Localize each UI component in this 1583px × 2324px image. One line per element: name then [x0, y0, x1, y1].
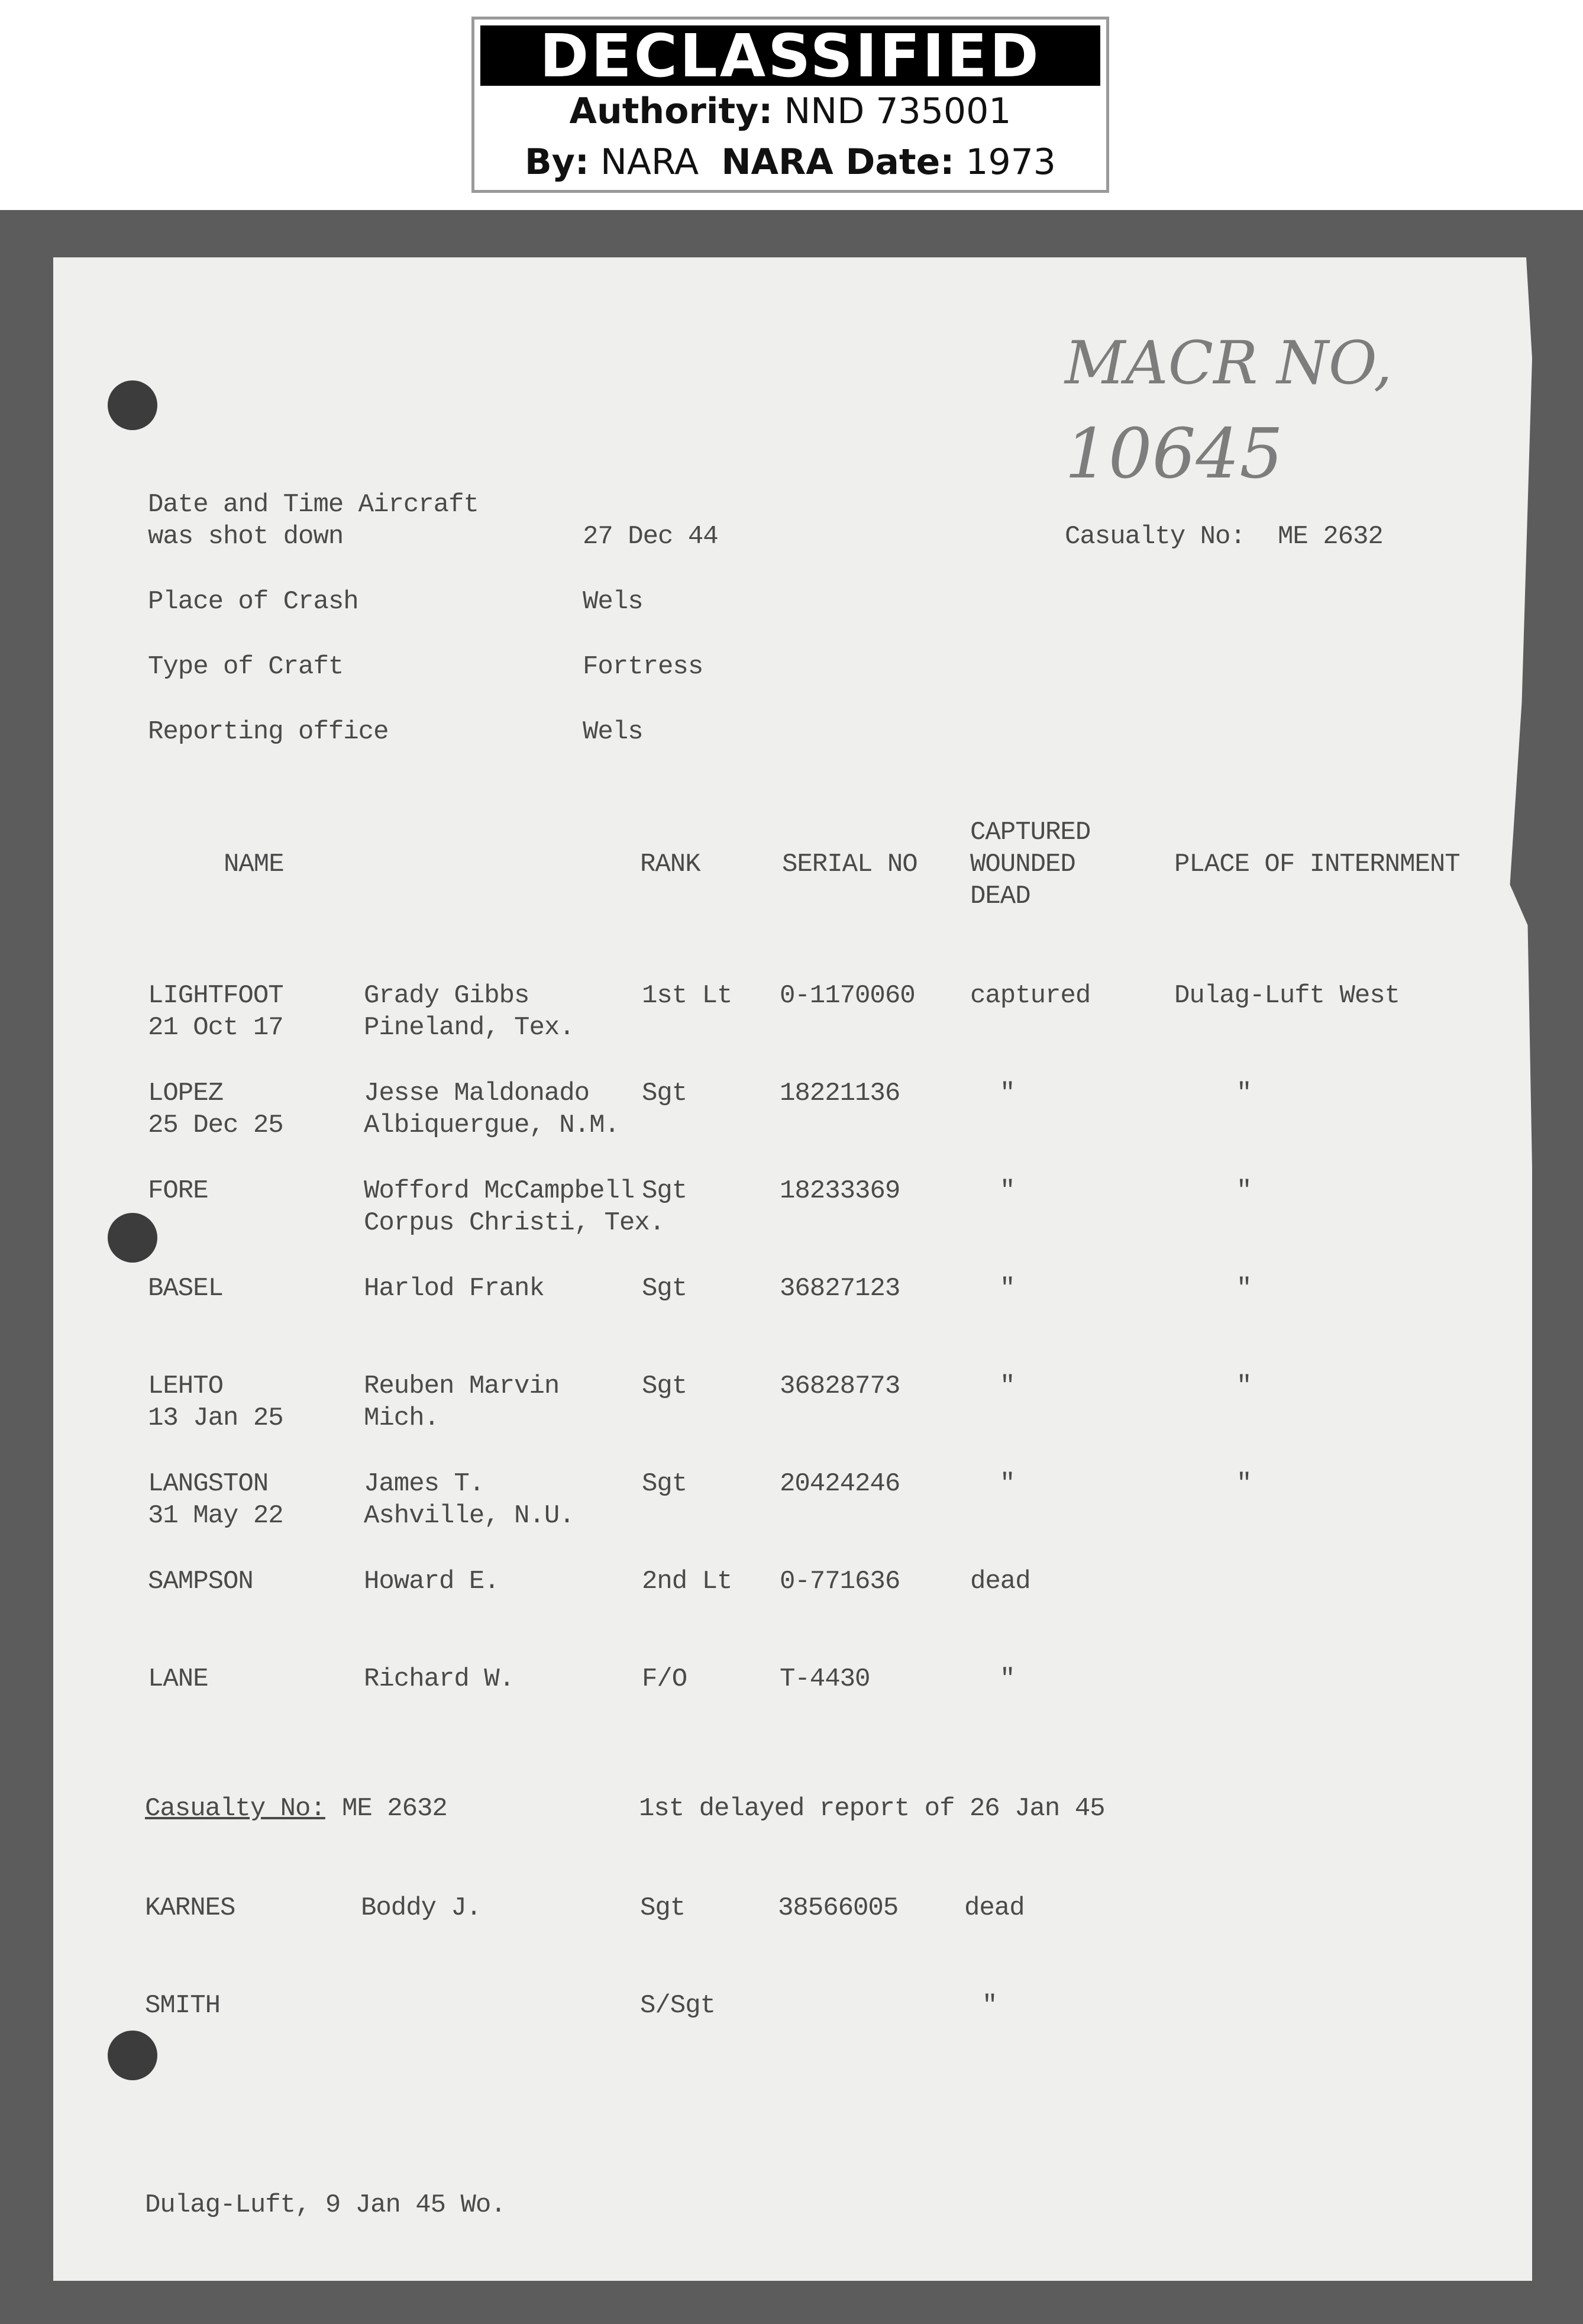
column-header-status-1: CAPTURED [970, 818, 1091, 847]
row-serial-number: 0-771636 [780, 1567, 900, 1596]
delayed-row-given-name: Boddy J. [361, 1893, 482, 1923]
row-rank: Sgt [642, 1274, 687, 1303]
column-header-serial: SERIAL NO [782, 850, 918, 879]
delayed-report-note: 1st delayed report of 26 Jan 45 [639, 1794, 1105, 1823]
row-surname: LANGSTON [148, 1469, 269, 1499]
stamp-date-label: NARA Date: [721, 141, 955, 183]
stamp-authority-value: NND 735001 [784, 91, 1012, 132]
row-status: captured [970, 981, 1091, 1011]
row-birth-date: 31 May 22 [148, 1501, 283, 1531]
row-birth-date: 21 Oct 17 [148, 1013, 283, 1042]
date-time-label-1: Date and Time Aircraft [148, 490, 479, 519]
row-place-of-internment: " [1236, 1274, 1252, 1303]
delayed-row-rank: S/Sgt [640, 1991, 716, 2020]
paper-sheet [53, 257, 1532, 2281]
casualty-value: ME 2632 [1278, 522, 1383, 551]
column-header-place: PLACE OF INTERNMENT [1174, 850, 1460, 879]
row-surname: FORE [148, 1176, 208, 1206]
delayed-casualty-label: Casualty No: [145, 1794, 325, 1823]
row-surname: LIGHTFOOT [148, 981, 283, 1011]
row-hometown: Ashville, N.U. [364, 1501, 574, 1531]
row-hometown: Corpus Christi, Tex. [364, 1208, 665, 1238]
row-status: " [1000, 1176, 1015, 1206]
place-of-crash-value: Wels [583, 587, 643, 616]
row-given-name: Wofford McCampbell [364, 1176, 635, 1206]
row-rank: Sgt [642, 1469, 687, 1499]
footer-note: Dulag-Luft, 9 Jan 45 Wo. [145, 2190, 506, 2220]
row-given-name: Reuben Marvin [364, 1371, 560, 1401]
row-hometown: Pineland, Tex. [364, 1013, 574, 1042]
stamp-by-value: NARA [600, 141, 699, 183]
row-place-of-internment: " [1236, 1176, 1252, 1206]
column-header-status-2: WOUNDED [970, 850, 1075, 879]
row-status: " [1000, 1469, 1015, 1499]
delayed-row-surname: SMITH [145, 1991, 221, 2020]
row-place-of-internment: " [1236, 1079, 1252, 1108]
delayed-row-surname: KARNES [145, 1893, 235, 1923]
column-header-name: NAME [224, 850, 284, 879]
type-of-craft-value: Fortress [583, 652, 703, 682]
row-given-name: Grady Gibbs [364, 981, 529, 1011]
delayed-row-rank: Sgt [640, 1893, 686, 1923]
row-rank: Sgt [642, 1371, 687, 1401]
handwritten-macr-number: 10645 [1065, 414, 1284, 494]
row-serial-number: 18221136 [780, 1079, 900, 1108]
row-place-of-internment: Dulag-Luft West [1174, 981, 1400, 1011]
stamp-authority-line [474, 86, 1106, 137]
row-serial-number: 20424246 [780, 1469, 900, 1499]
row-given-name: James T. [364, 1469, 484, 1499]
row-surname: LOPEZ [148, 1079, 224, 1108]
reporting-office-value: Wels [583, 717, 643, 747]
row-surname: LANE [148, 1664, 208, 1694]
punch-hole-bottom [108, 2031, 157, 2080]
row-rank: Sgt [642, 1176, 687, 1206]
row-surname: SAMPSON [148, 1567, 253, 1596]
row-status: " [1000, 1664, 1015, 1694]
row-given-name: Harlod Frank [364, 1274, 544, 1303]
declassified-stamp [471, 17, 1109, 193]
row-rank: 1st Lt [642, 981, 732, 1011]
row-serial-number: 36828773 [780, 1371, 900, 1401]
row-hometown: Mich. [364, 1403, 440, 1433]
punch-hole-middle [108, 1213, 157, 1263]
place-of-crash-label: Place of Crash [148, 587, 358, 616]
row-rank: 2nd Lt [642, 1567, 732, 1596]
delayed-row-serial-number: 38566005 [778, 1893, 899, 1923]
row-rank: F/O [642, 1664, 687, 1694]
stamp-date-value: 1973 [965, 141, 1056, 183]
stamp-by-label: By: [525, 141, 589, 183]
row-serial-number: T-4430 [780, 1664, 870, 1694]
row-serial-number: 36827123 [780, 1274, 900, 1303]
date-time-label-2: was shot down [148, 522, 344, 551]
punch-hole-top [108, 380, 157, 430]
row-place-of-internment: " [1236, 1371, 1252, 1401]
row-surname: BASEL [148, 1274, 224, 1303]
delayed-casualty-value: ME 2632 [342, 1794, 447, 1823]
stamp-authority-label: Authority: [569, 91, 773, 132]
column-header-status-3: DEAD [970, 882, 1030, 911]
row-status: " [1000, 1079, 1015, 1108]
handwritten-macr-label: MACR NO, [1065, 328, 1393, 398]
row-status: dead [970, 1567, 1030, 1596]
row-surname: LEHTO [148, 1371, 224, 1401]
stamp-by-line [474, 137, 1106, 188]
row-given-name: Howard E. [364, 1567, 499, 1596]
date-time-value: 27 Dec 44 [583, 522, 718, 551]
row-serial-number: 18233369 [780, 1176, 900, 1206]
delayed-row-status: " [982, 1991, 997, 2020]
row-given-name: Jesse Maldonado [364, 1079, 590, 1108]
stamp-title: DECLASSIFIED [480, 25, 1100, 86]
casualty-label: Casualty No: [1065, 522, 1245, 551]
row-rank: Sgt [642, 1079, 687, 1108]
row-serial-number: 0-1170060 [780, 981, 915, 1011]
row-birth-date: 13 Jan 25 [148, 1403, 283, 1433]
row-hometown: Albiquergue, N.M. [364, 1111, 619, 1140]
row-birth-date: 25 Dec 25 [148, 1111, 283, 1140]
delayed-row-status: dead [964, 1893, 1025, 1923]
reporting-office-label: Reporting office [148, 717, 389, 747]
type-of-craft-label: Type of Craft [148, 652, 344, 682]
column-header-rank: RANK [640, 850, 700, 879]
row-status: " [1000, 1371, 1015, 1401]
row-place-of-internment: " [1236, 1469, 1252, 1499]
row-given-name: Richard W. [364, 1664, 515, 1694]
row-status: " [1000, 1274, 1015, 1303]
